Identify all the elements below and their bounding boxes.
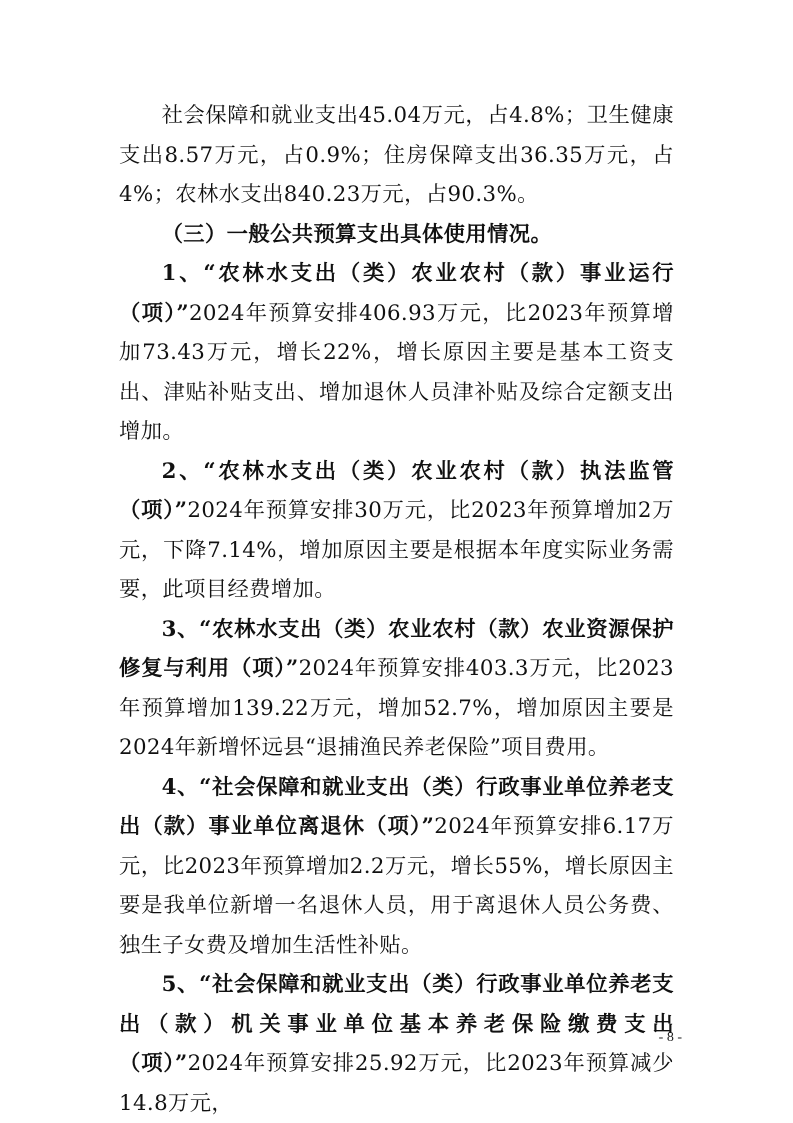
page-number: - 8 - bbox=[658, 1030, 682, 1045]
paragraph-item-3 bbox=[119, 610, 674, 768]
document-body bbox=[119, 96, 674, 1123]
paragraph-item-1 bbox=[119, 254, 674, 452]
paragraph-item-2 bbox=[119, 452, 674, 610]
paragraph-text: 社会保障和就业支出45.04万元，占4.8%；卫生健康支出8.57万元，占0.9%；住房保障支出36.35万元，占4%；农林水支出840.23万元，占90.3%。 bbox=[119, 103, 674, 207]
item-4-title: 4、“社会保障和就业支出（类）行政事业单位养老支出（款）事业单位离退休（项）” bbox=[119, 774, 674, 839]
item-1-text: 2024年预算安排406.93万元，比2023年预算增加73.43万元，增长22%，增长原因主要是基本工资支出、津贴补贴支出、增加退休人员津补贴及综合定额支出增加。 bbox=[119, 300, 675, 444]
paragraph-item-4 bbox=[119, 768, 674, 966]
item-2-title: 2、“农林水支出（类）农业农村（款）执法监管（项）” bbox=[119, 458, 674, 523]
item-1-title: 1、“农林水支出（类）农业农村（款）事业运行（项）” bbox=[119, 261, 674, 326]
item-5-title: 5、“社会保障和就业支出（类）行政事业单位养老支出（款）机关事业单位基本养老保险缴费支出（项）” bbox=[119, 972, 674, 1076]
item-5-text: 2024年预算安排25.92万元，比2023年预算减少14.8万元， bbox=[119, 1051, 674, 1116]
paragraph-expenditure-summary bbox=[119, 96, 674, 215]
item-3-text: 2024年预算安排403.3万元，比2023年预算增加139.22万元，增加52.7%，增加原因主要是2024年新增怀远县“退捕渔民养老保险”项目费用。 bbox=[119, 656, 674, 760]
item-4-text: 2024年预算安排6.17万元，比2023年预算增加2.2万元，增长55%，增长原因主要是我单位新增一名退休人员，用于离退休人员公务费、独生子女费及增加生活性补贴。 bbox=[119, 814, 674, 958]
section-heading-text: （三）一般公共预算支出具体使用情况。 bbox=[161, 221, 553, 247]
item-3-title: 3、“农林水支出（类）农业农村（款）农业资源保护修复与利用（项）” bbox=[119, 616, 674, 681]
item-2-text: 2024年预算安排30万元，比2023年预算增加2万元，下降7.14%，增加原因主要是根据本年度实际业务需要，此项目经费增加。 bbox=[119, 498, 675, 602]
section-heading-general-budget-usage bbox=[119, 215, 674, 255]
